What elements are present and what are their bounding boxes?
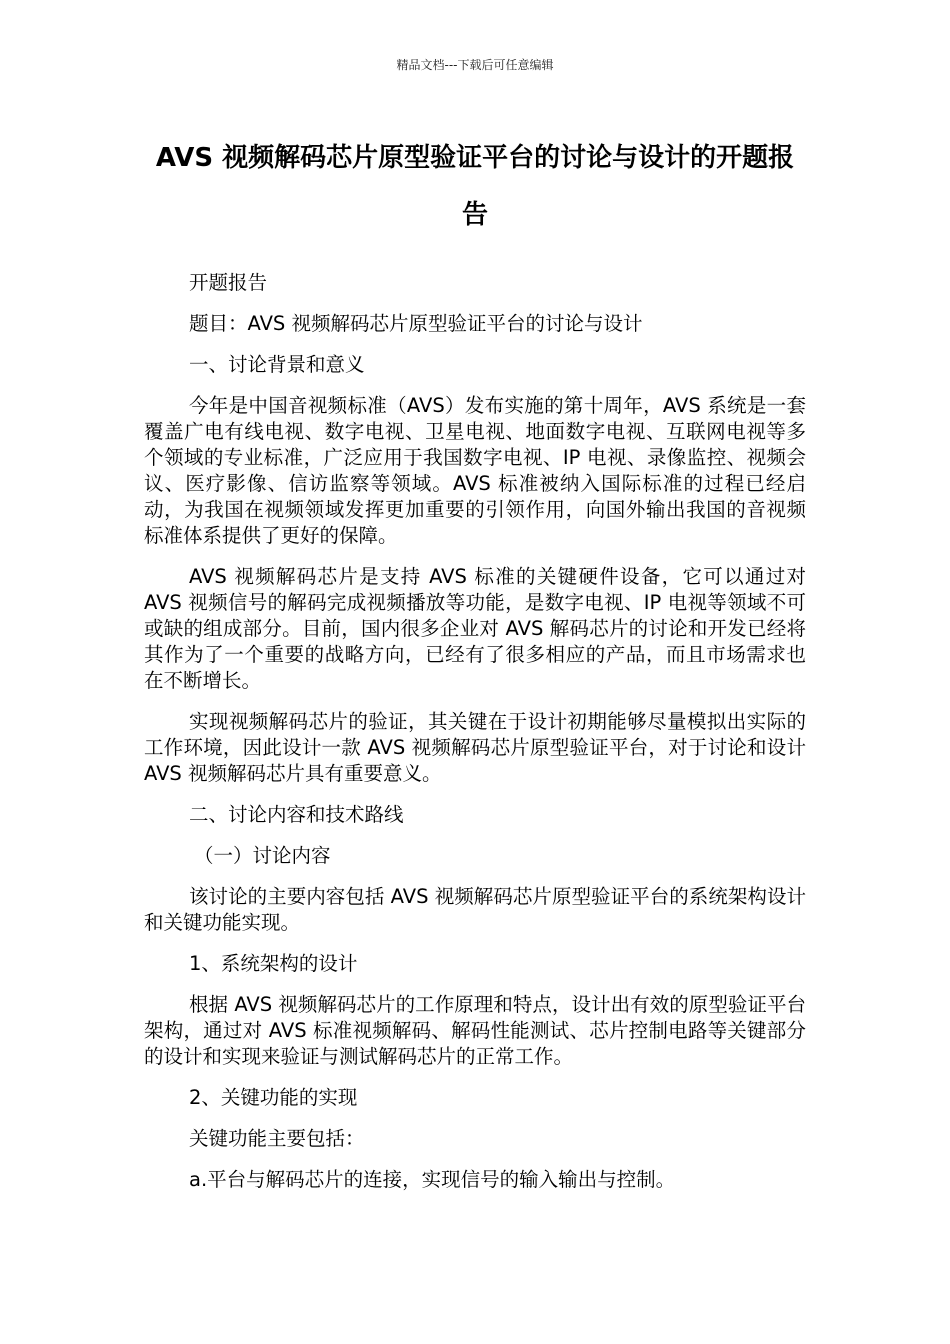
key-functions-intro: 关键功能主要包括：: [189, 1127, 365, 1150]
document-body: [144, 270, 806, 1208]
paragraph-content-overview: 该讨论的主要内容包括 AVS 视频解码芯片原型验证平台的系统架构设计和关键功能实现。: [144, 885, 806, 934]
paragraph-architecture: 根据 AVS 视频解码芯片的工作原理和特点，设计出有效的原型验证平台架构，通过对 AVS 标准视频解码、解码性能测试、芯片控制电路等关键部分的设计和实现来验证与测试解码芯片的正常工作。: [144, 993, 806, 1068]
item-heading-key-functions: 2、关键功能的实现: [189, 1086, 358, 1109]
section-heading-content: 二、讨论内容和技术路线: [189, 803, 404, 826]
paragraph-background-2: AVS 视频解码芯片是支持 AVS 标准的关键硬件设备，它可以通过对 AVS 视频信号的解码完成视频播放等功能，是数字电视、IP 电视等领域不可或缺的组成部分。目前，国内很多企业对 AVS 解码芯片的讨论和开发已经将其作为了一个重要的战略方向，已经有了很多相应的产品，而且市场需求也在不断增长。: [144, 565, 806, 692]
document-title: AVS 视频解码芯片原型验证平台的讨论与设计的开题报告: [155, 143, 795, 230]
section-label: 开题报告: [189, 271, 268, 294]
paragraph-background-1: 今年是中国音视频标准（AVS）发布实施的第十周年，AVS 系统是一套覆盖广电有线电视、数字电视、卫星电视、地面数字电视、互联网电视等多个领域的专业标准，广泛应用于我国数字电视、IP 电视、录像监控、视频会议、医疗影像、信访监察等领域。AVS 标准被纳入国际标准的过程已经启动，为我国在视频领域发挥更加重要的引领作用，向国外输出我国的音视频标准体系提供了更好的保障。: [144, 394, 806, 547]
section-heading-background: 一、讨论背景和意义: [189, 353, 365, 376]
subsection-heading-content: （一）讨论内容: [194, 844, 331, 867]
paragraph-background-3: 实现视频解码芯片的验证，其关键在于设计初期能够尽量模拟出实际的工作环境，因此设计一款 AVS 视频解码芯片原型验证平台，对于讨论和设计 AVS 视频解码芯片具有重要意义。: [144, 710, 806, 785]
item-heading-architecture: 1、系统架构的设计: [189, 952, 358, 975]
header-note: 精品文档---下载后可任意编辑: [396, 58, 554, 72]
topic-line: 题目：AVS 视频解码芯片原型验证平台的讨论与设计: [189, 312, 643, 335]
key-function-item-a: a.平台与解码芯片的连接，实现信号的输入输出与控制。: [189, 1168, 676, 1191]
